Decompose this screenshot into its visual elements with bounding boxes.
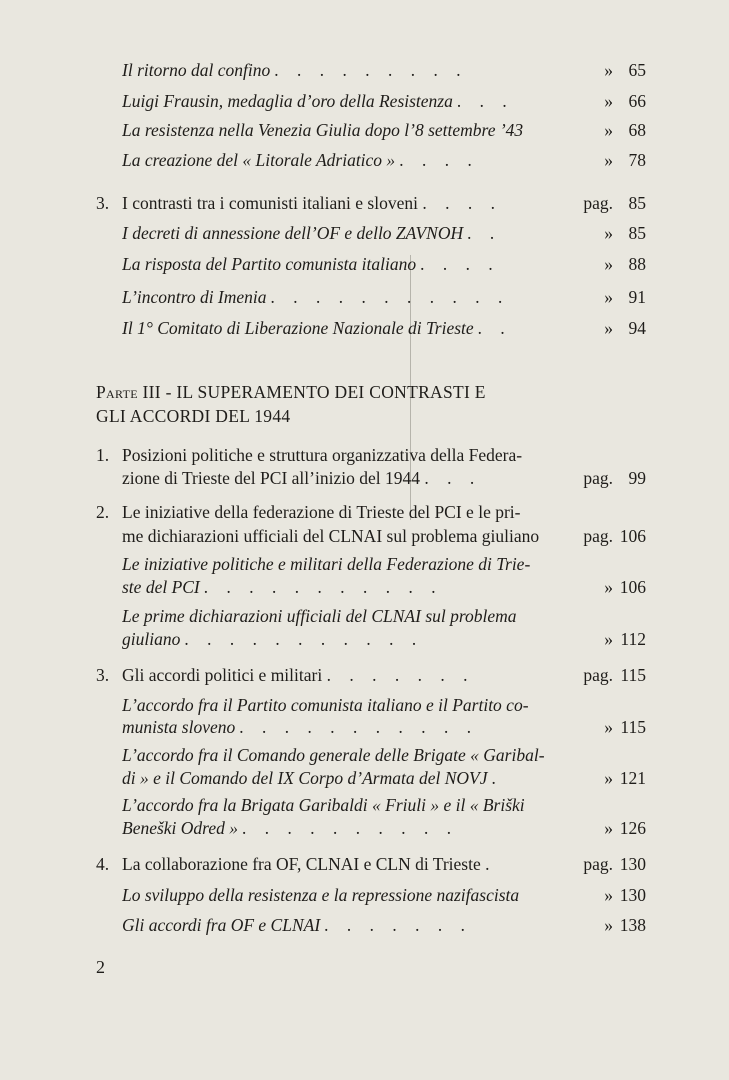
- toc-entry-marker: »: [604, 629, 613, 649]
- toc-entry: [0, 55, 729, 85]
- toc-entry: [0, 880, 729, 910]
- part-label: Parte III: [96, 382, 161, 402]
- toc-entry-title: La resistenza nella Venezia Giulia dopo l’8 settembre ’43: [122, 120, 524, 140]
- toc-section-title: Gli accordi politici e militari . . . . . . .: [122, 665, 475, 685]
- toc-entry-title-line2: di » e il Comando del IX Corpo d’Armata del NOVJ .: [122, 768, 504, 788]
- toc-entry-title: La creazione del « Litorale Adriatico » . . . .: [122, 150, 480, 170]
- toc-entry-marker: »: [604, 120, 613, 140]
- toc-section-number: 3.: [96, 665, 110, 685]
- toc-entry: [0, 910, 729, 940]
- toc-entry-marker: »: [604, 768, 613, 788]
- toc-section-page: 115: [620, 665, 646, 685]
- toc-entry-page: 65: [628, 60, 646, 80]
- toc-entry-title-line1: Le iniziative politiche e militari della Federazione di Trie-: [122, 554, 531, 574]
- toc-entry-title-line2: ste del PCI . . . . . . . . . . .: [122, 577, 444, 597]
- part-heading-line2: GLI ACCORDI DEL 1944: [96, 406, 291, 426]
- toc-entry-marker: »: [604, 91, 613, 111]
- toc-entry-title-line1: L’accordo fra la Brigata Garibaldi « Friuli » e il « Briški: [122, 795, 525, 815]
- toc-entry-marker: »: [604, 318, 613, 338]
- page-number: 2: [96, 957, 105, 977]
- toc-entry-marker: »: [604, 287, 613, 307]
- toc-entry-title: I decreti di annessione dell’OF e dello ZAVNOH . .: [122, 223, 502, 243]
- toc-entry: [0, 115, 729, 145]
- toc-section-page: 99: [628, 468, 646, 488]
- toc-entry-title: Gli accordi fra OF e CLNAI . . . . . . .: [122, 915, 473, 935]
- toc-entry-title: Il 1° Comitato di Liberazione Nazionale di Trieste . .: [122, 318, 513, 338]
- toc-section-title-line1: Posizioni politiche e struttura organizzativa della Federa-: [122, 445, 523, 465]
- toc-section-page: 130: [619, 854, 646, 874]
- toc-entry-page: 85: [628, 223, 646, 243]
- toc-entry-marker: »: [604, 717, 613, 737]
- toc-entry-marker: »: [604, 577, 613, 597]
- toc-entry-title: La risposta del Partito comunista italiano . . . .: [122, 254, 501, 274]
- toc-section-title: I contrasti tra i comunisti italiani e sloveni . . . .: [122, 193, 502, 213]
- toc-entry: [0, 282, 729, 312]
- toc-entry: [0, 218, 729, 248]
- toc-section: [0, 849, 729, 879]
- toc-section-marker: pag.: [583, 854, 613, 874]
- toc-section-number: 2.: [96, 502, 110, 522]
- toc-entry-cont: [0, 572, 729, 602]
- part-heading: [96, 380, 486, 404]
- toc-entry-page: 66: [628, 91, 646, 111]
- toc-section: [0, 660, 729, 690]
- toc-section-marker: pag.: [583, 526, 613, 546]
- toc-entry-page: 126: [619, 818, 646, 838]
- toc-section-title: La collaborazione fra OF, CLNAI e CLN di Trieste .: [122, 854, 497, 874]
- toc-entry-page: 68: [628, 120, 646, 140]
- toc-section-number: 4.: [96, 854, 110, 874]
- toc-entry-page: 112: [620, 629, 646, 649]
- toc-section-cont: [0, 463, 729, 493]
- toc-entry-title-line1: L’accordo fra il Partito comunista italiano e il Partito co-: [122, 695, 529, 715]
- toc-entry-title-line2: giuliano . . . . . . . . . . .: [122, 629, 424, 649]
- toc-entry-marker: »: [604, 254, 613, 274]
- toc-entry-title-line2: munista sloveno . . . . . . . . . . .: [122, 717, 479, 737]
- toc-entry-page: 78: [628, 150, 646, 170]
- toc-entry-page: 115: [620, 717, 646, 737]
- toc-entry-page: 130: [619, 885, 646, 905]
- toc-section-marker: pag.: [583, 468, 613, 488]
- toc-entry-page: 94: [628, 318, 646, 338]
- toc-entry: [0, 313, 729, 343]
- toc-entry-title-line1: Le prime dichiarazioni ufficiali del CLNAI sul problema: [122, 606, 517, 626]
- toc-entry-page: 106: [619, 577, 646, 597]
- toc-entry: [0, 249, 729, 279]
- toc-section-title-line2: zione di Trieste del PCI all’inizio del 1944 . . .: [122, 468, 482, 488]
- toc-section-cont: [0, 521, 729, 551]
- toc-entry-marker: »: [604, 818, 613, 838]
- toc-entry-page: 88: [628, 254, 646, 274]
- toc-entry-title: Lo sviluppo della resistenza e la repressione nazifascista: [122, 885, 520, 905]
- toc-entry-page: 91: [628, 287, 646, 307]
- toc-entry-title-line2: Beneški Odred » . . . . . . . . . .: [122, 818, 459, 838]
- toc-entry-page: 121: [619, 768, 646, 788]
- part-title-line1: - IL SUPERAMENTO DEI CONTRASTI E: [160, 382, 486, 402]
- toc-entry-marker: »: [604, 885, 613, 905]
- toc-entry: [0, 86, 729, 116]
- toc-entry-cont: [0, 624, 729, 654]
- toc-entry-marker: »: [604, 915, 613, 935]
- toc-entry-page: 138: [619, 915, 646, 935]
- toc-entry-title: Luigi Frausin, medaglia d’oro della Resistenza . . .: [122, 91, 515, 111]
- toc-entry-title: Il ritorno dal confino . . . . . . . . .: [122, 60, 469, 80]
- toc-entry: [0, 145, 729, 175]
- toc-section-page: 85: [628, 193, 646, 213]
- toc-section-title-line1: Le iniziative della federazione di Trieste del PCI e le pri-: [122, 502, 521, 522]
- toc-entry-marker: »: [604, 223, 613, 243]
- toc-section-number: 1.: [96, 445, 110, 465]
- toc-section-page: 106: [619, 526, 646, 546]
- toc-section-title-line2: me dichiarazioni ufficiali del CLNAI sul problema giuliano: [122, 526, 540, 546]
- toc-entry-cont: [0, 712, 729, 742]
- toc-entry-cont: [0, 763, 729, 793]
- toc-entry-cont: [0, 813, 729, 843]
- toc-entry-marker: »: [604, 150, 613, 170]
- toc-section: [0, 188, 729, 218]
- toc-entry-marker: »: [604, 60, 613, 80]
- toc-section-marker: pag.: [583, 193, 613, 213]
- toc-entry-title-line1: L’accordo fra il Comando generale delle Brigate « Garibal-: [122, 745, 545, 765]
- toc-entry-title: L’incontro di Imenia . . . . . . . . . . .: [122, 287, 510, 307]
- toc-section-marker: pag.: [583, 665, 613, 685]
- toc-section-number: 3.: [96, 193, 110, 213]
